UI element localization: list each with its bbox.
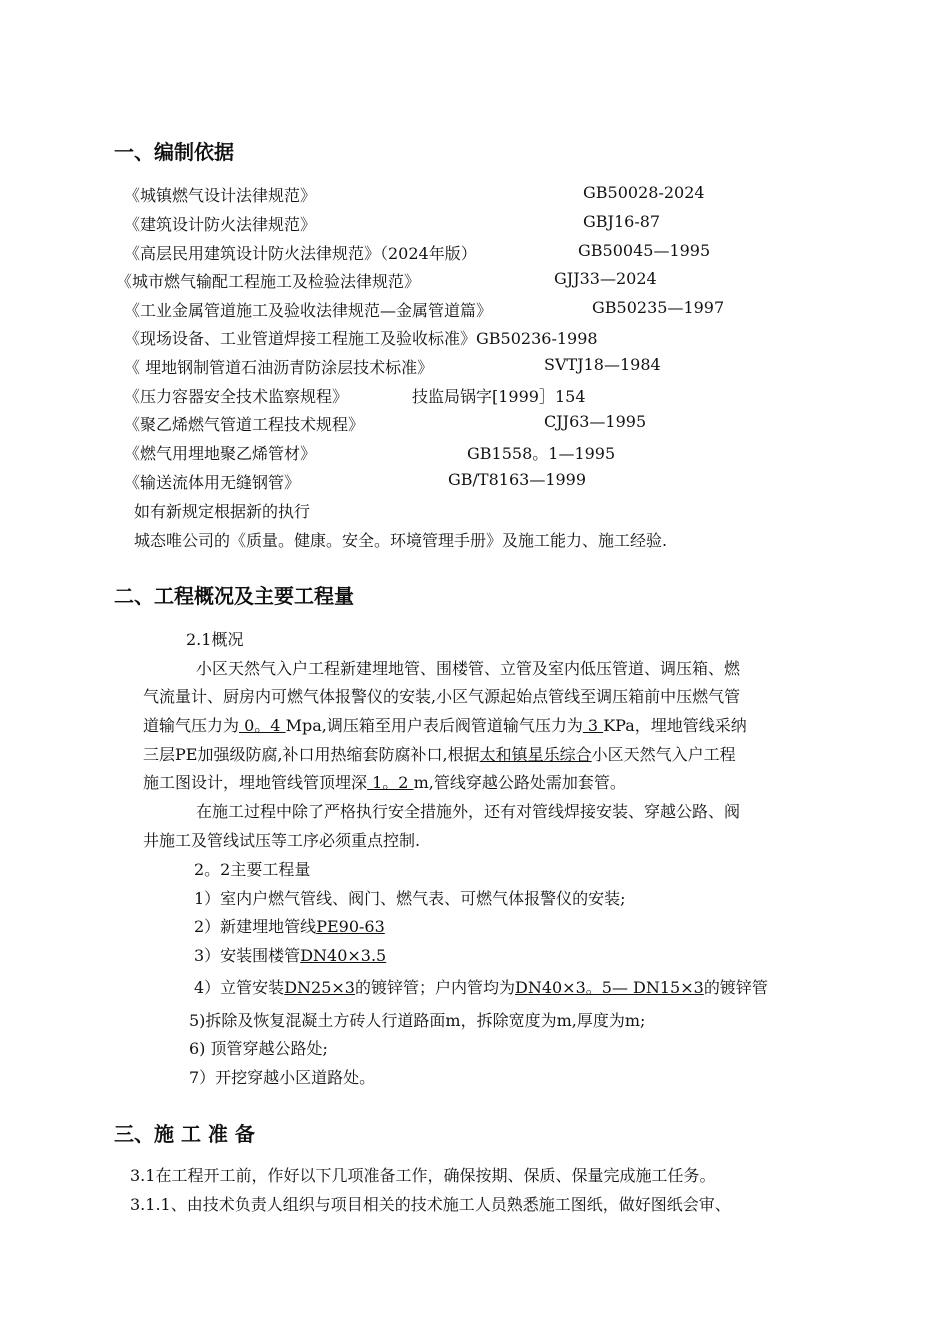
list-item (194, 975, 768, 998)
pipe-spec: DN40×3。5— DN15×3 (514, 978, 704, 997)
text-run: 2）新建埋地管线 (194, 917, 317, 936)
ref-title: 《压力容器安全技术监察规程》 (124, 387, 349, 406)
text-run: Mpa,调压箱至用户表后阀管道输气压力为 (285, 716, 583, 735)
ref-code: GB50045—1995 (578, 241, 711, 260)
ref-title: 《燃气用埋地聚乙烯管材》 (124, 444, 317, 463)
ref-code: GJJ33—2024 (554, 269, 657, 288)
section-heading-preparation: 三、施 工 准 备 (114, 1122, 255, 1146)
pipe-spec: DN40×3.5 (300, 946, 387, 965)
pipe-spec: PE90-63 (316, 917, 385, 936)
pipe-spec: DN25×3 (284, 978, 355, 997)
ref-title: 《聚乙烯燃气管道工程技术规程》 (124, 415, 365, 434)
ref-code: SVTJ18—1984 (544, 355, 661, 374)
list-item (194, 943, 386, 966)
ref-code: GB50235—1997 (592, 298, 725, 317)
note: 城态唯公司的《质量。健康。安全。环境管理手册》及施工能力、施工经验. (134, 531, 668, 550)
list-item (194, 914, 385, 937)
list-item: 7）开挖穿越小区道路处。 (189, 1068, 376, 1087)
paragraph-line: 小区天然气入户工程新建埋地管、围楼管、立管及室内低压管道、调压箱、燃 (196, 659, 741, 678)
ref-title: 《 埋地钢制管道石油沥青防涂层技术标准》 (124, 358, 434, 377)
text-run: 4）立管安装 (194, 978, 285, 997)
list-item: 5)拆除及恢复混凝土方砖人行道路面m，拆除宽度为m,厚度为m; (189, 1011, 646, 1030)
ref-title: 《输送流体用无缝钢管》 (124, 473, 301, 492)
paragraph-line (143, 742, 736, 765)
ref-title: 《工业金属管道施工及验收法律规范—金属管道篇》 (124, 301, 493, 320)
ref-title: 《城镇燃气设计法律规范》 (124, 186, 317, 205)
paragraph-line: 3.1在工程开工前，作好以下几项准备工作，确保按期、保质、保量完成施工任务。 (130, 1166, 716, 1185)
ref-title: 《城市燃气输配工程施工及检验法律规范》 (116, 272, 421, 291)
list-item: 1）室内户燃气管线、阀门、燃气表、可燃气体报警仪的安装; (194, 889, 626, 908)
text-run: 小区天然气入户工程 (591, 745, 736, 764)
section-heading-overview: 二、工程概况及主要工程量 (114, 584, 354, 608)
list-item: 6) 顶管穿越公路处; (189, 1039, 328, 1058)
text-run: 道输气压力为 (143, 716, 240, 735)
paragraph-line: 气流量计、厨房内可燃气体报警仪的安装,小区气源起始点管线至调压箱前中压燃气管 (143, 687, 741, 706)
ref-code: GB1558。1—1995 (467, 444, 616, 463)
subheading: 2.1概况 (186, 630, 244, 649)
text-run: 施工图设计，埋地管线管顶埋深 (143, 773, 368, 792)
note: 如有新规定根据新的执行 (134, 502, 311, 521)
subheading: 2。2主要工程量 (194, 860, 311, 879)
ref-title: 《建筑设计防火法律规范》 (124, 215, 317, 234)
pressure-value: 0。4 (239, 716, 286, 735)
ref-code: GB50028-2024 (583, 183, 705, 202)
paragraph-line: 3.1.1、由技术负责人组织与项目相关的技术施工人员熟悉施工图纸，做好图纸会审、 (130, 1195, 731, 1214)
paragraph-line: 井施工及管线试压等工序必须重点控制. (143, 831, 421, 850)
paragraph-line: 在施工过程中除了严格执行安全措施外，还有对管线焊接安装、穿越公路、阀 (196, 802, 741, 821)
paragraph-line (143, 713, 747, 736)
pressure-value: 3 (582, 716, 604, 735)
ref-code: 技监局锅字[1999］154 (412, 387, 586, 406)
section-heading-basis: 一、编制依据 (114, 140, 234, 164)
ref-code: GB/T8163—1999 (448, 470, 587, 489)
text-run: KPa，埋地管线采纳 (603, 716, 747, 735)
text-run: 3）安装围楼管 (194, 946, 301, 965)
ref-code: GBJ16-87 (583, 212, 661, 231)
text-run: m,管线穿越公路处需加套管。 (413, 773, 626, 792)
ref-title: 《现场设备、工业管道焊接工程施工及验收标准》GB50236-1998 (124, 329, 598, 348)
ref-code: CJJ63—1995 (544, 412, 647, 431)
text-run: 的镀锌管 (703, 978, 768, 997)
ref-title: 《高层民用建筑设计防火法律规范》（2024年版） (124, 244, 477, 263)
paragraph-line (143, 770, 626, 793)
project-name: 太和镇星乐综合 (479, 745, 592, 764)
text-run: 的镀锌管；户内管均为 (354, 978, 515, 997)
text-run: 三层PE加强级防腐,补口用热缩套防腐补口,根据 (143, 745, 480, 764)
depth-value: 1。2 (367, 773, 414, 792)
